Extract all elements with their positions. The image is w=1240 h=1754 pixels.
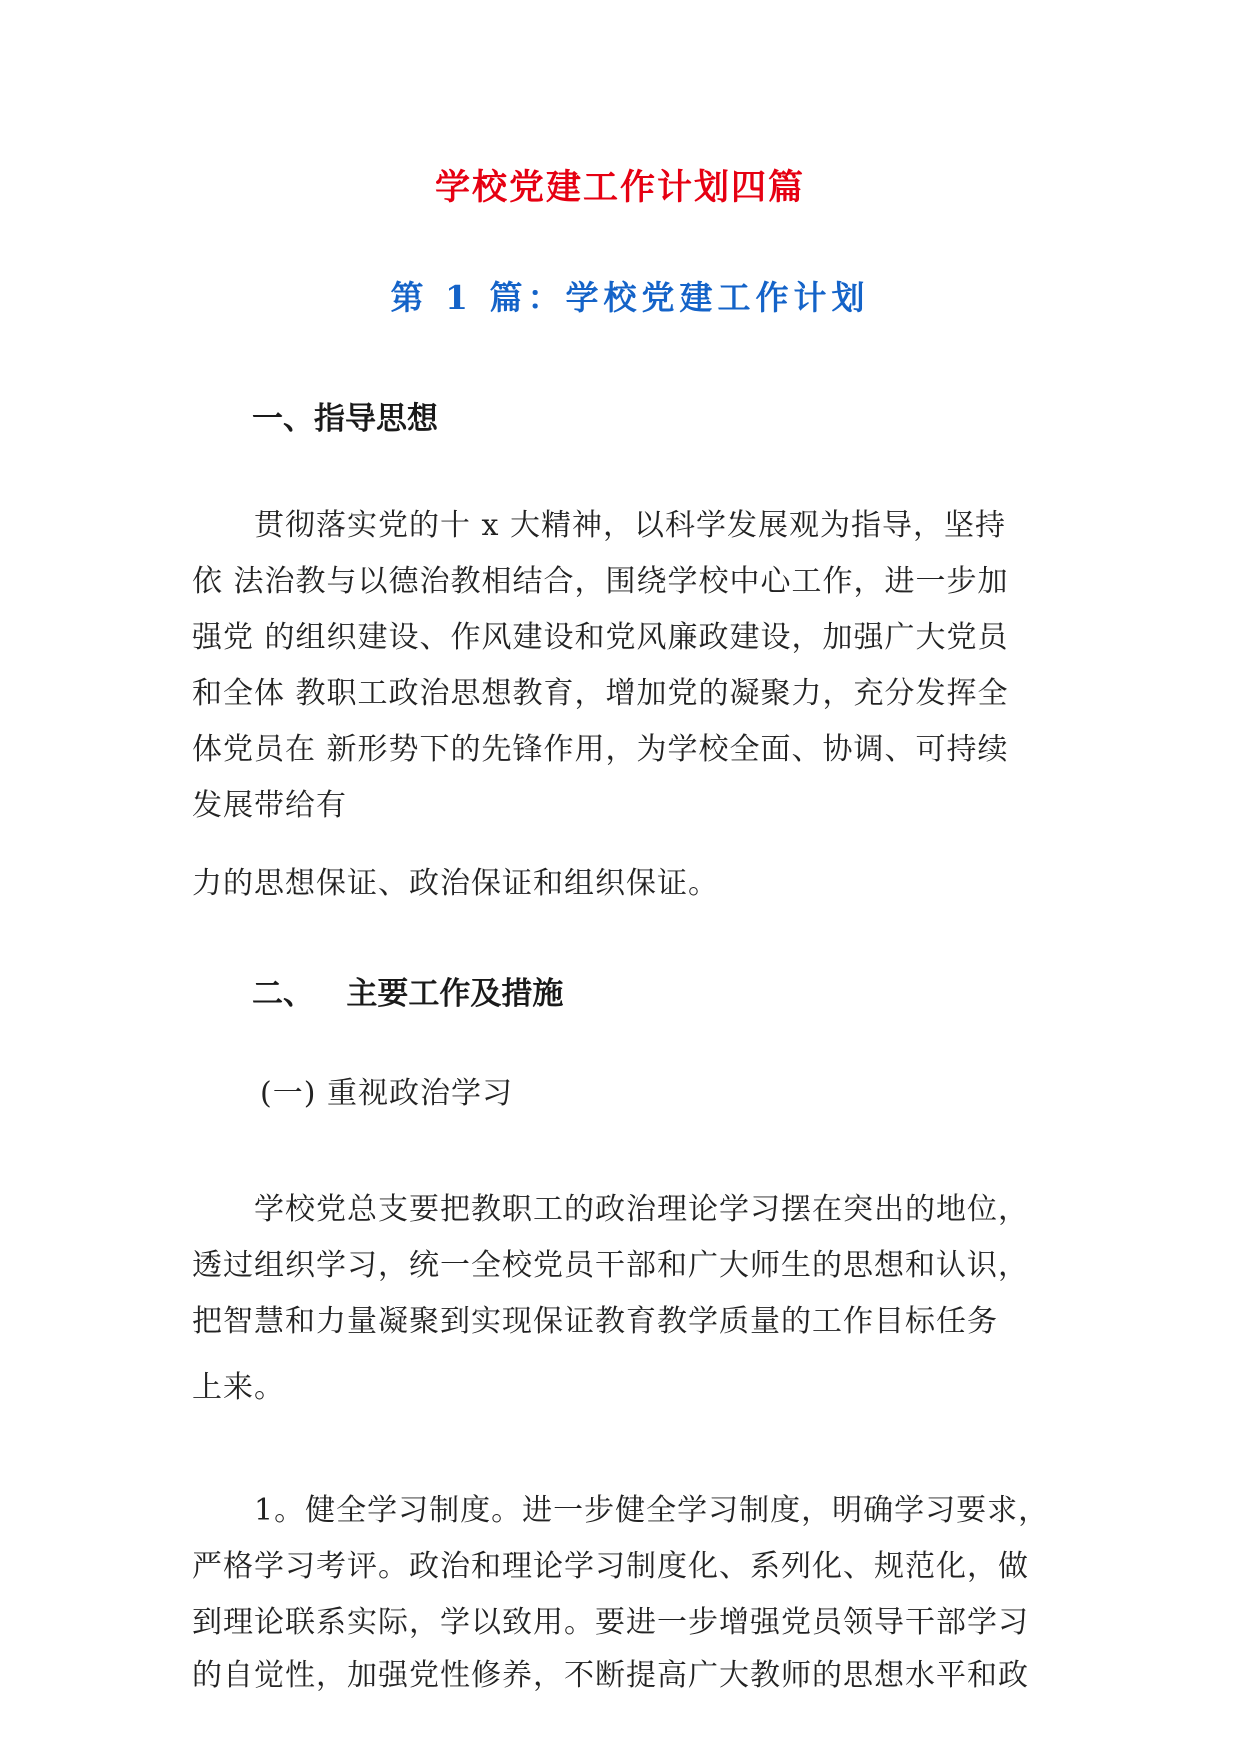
paragraph-study-system	[192, 1483, 1052, 1651]
document-title: 学校党建工作计划四篇	[434, 167, 805, 208]
paragraph-line: 依 法治教与以德治教相结合，围绕学校中心工作，进一步加	[192, 564, 1009, 599]
section-heading-main-work: 二、 主要工作及措施	[252, 976, 564, 1012]
paragraph-line: 到理论联系实际，学以致用。要进一步增强党员领导干部学习	[192, 1605, 1029, 1640]
paragraph-line: 力的思想保证、政治保证和组织保证。	[192, 866, 719, 901]
paragraph-political-study-end	[192, 1360, 1052, 1416]
paragraph-line: 1。健全学习制度。进一步健全学习制度，明确学习要求，	[254, 1493, 1050, 1528]
paragraph-line: 上来。	[192, 1370, 285, 1405]
section-heading-guiding-ideology: 一、指导思想	[252, 401, 438, 437]
paragraph-line: 和全体 教职工政治思想教育，增加党的凝聚力，充分发挥全	[192, 676, 1009, 711]
paragraph-line: 学校党总支要把教职工的政治理论学习摆在突出的地位，	[254, 1192, 1029, 1227]
paragraph-line: 贯彻落实党的十 x 大精神，以科学发展观为指导，坚持	[254, 508, 1006, 543]
paragraph-line: 的自觉性，加强党性修养，不断提高广大教师的思想水平和政	[192, 1658, 1029, 1693]
paragraph-line: 严格学习考评。政治和理论学习制度化、系列化、规范化，做	[192, 1549, 1029, 1584]
paragraph-guiding-ideology-end	[192, 856, 1052, 912]
paragraph-study-system-cont	[192, 1648, 1052, 1704]
document-subtitle: 第 1 篇：学校党建工作计划	[390, 278, 870, 317]
paragraph-line: 发展带给有	[192, 788, 347, 823]
paragraph-line: 把智慧和力量凝聚到实现保证教育教学质量的工作目标任务	[192, 1304, 998, 1339]
paragraph-line: 体党员在 新形势下的先锋作用，为学校全面、协调、可持续	[192, 732, 1009, 767]
subsection-heading-political-study: (一) 重视政治学习	[260, 1076, 513, 1111]
paragraph-line: 透过组织学习，统一全校党员干部和广大师生的思想和认识，	[192, 1248, 1029, 1283]
paragraph-line: 强党 的组织建设、作风建设和党风廉政建设，加强广大党员	[192, 620, 1009, 655]
paragraph-political-study	[192, 1182, 1052, 1350]
paragraph-guiding-ideology	[192, 498, 1052, 834]
